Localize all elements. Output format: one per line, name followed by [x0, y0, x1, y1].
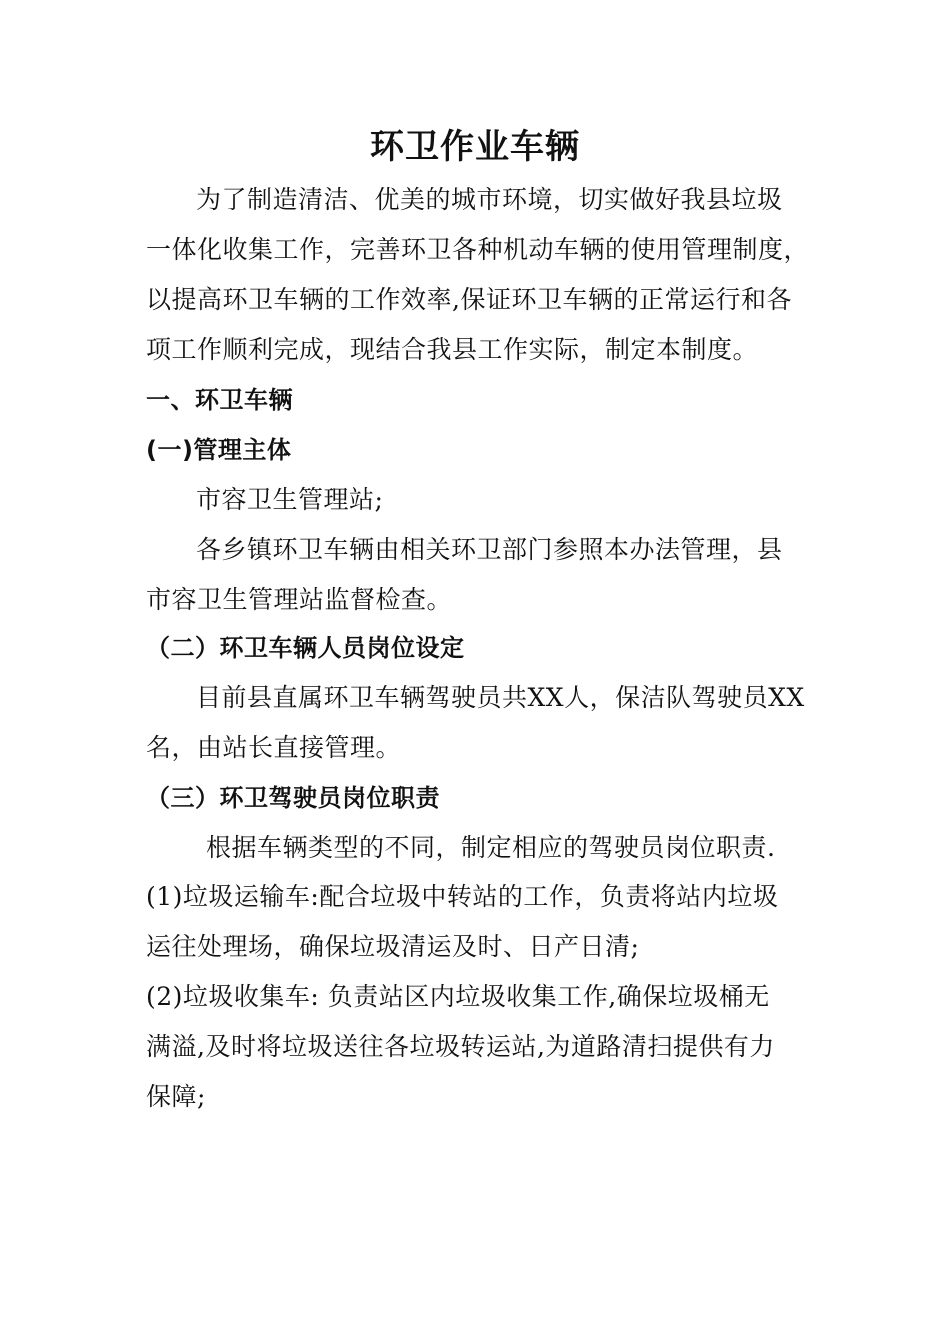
subsection-heading-duties: （三）环卫驾驶员岗位职责	[146, 784, 440, 812]
intro-line-4: 项工作顺利完成，现结合我县工作实际，制定本制度。	[146, 335, 759, 364]
management-line-1: 市容卫生管理站;	[196, 485, 384, 514]
intro-line-3: 以提高环卫车辆的工作效率,保证环卫车辆的正常运行和各	[146, 285, 792, 314]
duties-line-3: 运往处理场，确保垃圾清运及时、日产日清;	[146, 932, 640, 961]
document-title: 环卫作业车辆	[370, 127, 580, 167]
duties-line-2: (1)垃圾运输车:配合垃圾中转站的工作，负责将站内垃圾	[146, 882, 779, 911]
management-line-2: 各乡镇环卫车辆由相关环卫部门参照本办法管理，县	[196, 535, 783, 564]
duties-line-6: 保障;	[146, 1082, 206, 1111]
staffing-line-2: 名，由站长直接管理。	[146, 733, 402, 762]
staffing-line-1: 目前县直属环卫车辆驾驶员共XX人，保洁队驾驶员XX	[196, 683, 805, 712]
subsection-heading-staffing: （二）环卫车辆人员岗位设定	[146, 634, 465, 662]
duties-line-4: (2)垃圾收集车: 负责站区内垃圾收集工作,确保垃圾桶无	[146, 982, 770, 1011]
intro-line-1: 为了制造清洁、优美的城市环境，切实做好我县垃圾	[196, 185, 783, 214]
section-heading-1: 一、环卫车辆	[146, 386, 293, 414]
duties-line-5: 满溢,及时将垃圾送往各垃圾转运站,为道路清扫提供有力	[146, 1032, 775, 1061]
subsection-heading-management: (一)管理主体	[146, 436, 292, 464]
intro-line-2: 一体化收集工作，完善环卫各种机动车辆的使用管理制度，	[146, 235, 810, 264]
duties-line-1: 根据车辆类型的不同，制定相应的驾驶员岗位职责.	[206, 833, 776, 862]
management-line-3: 市容卫生管理站监督检查。	[146, 585, 453, 614]
